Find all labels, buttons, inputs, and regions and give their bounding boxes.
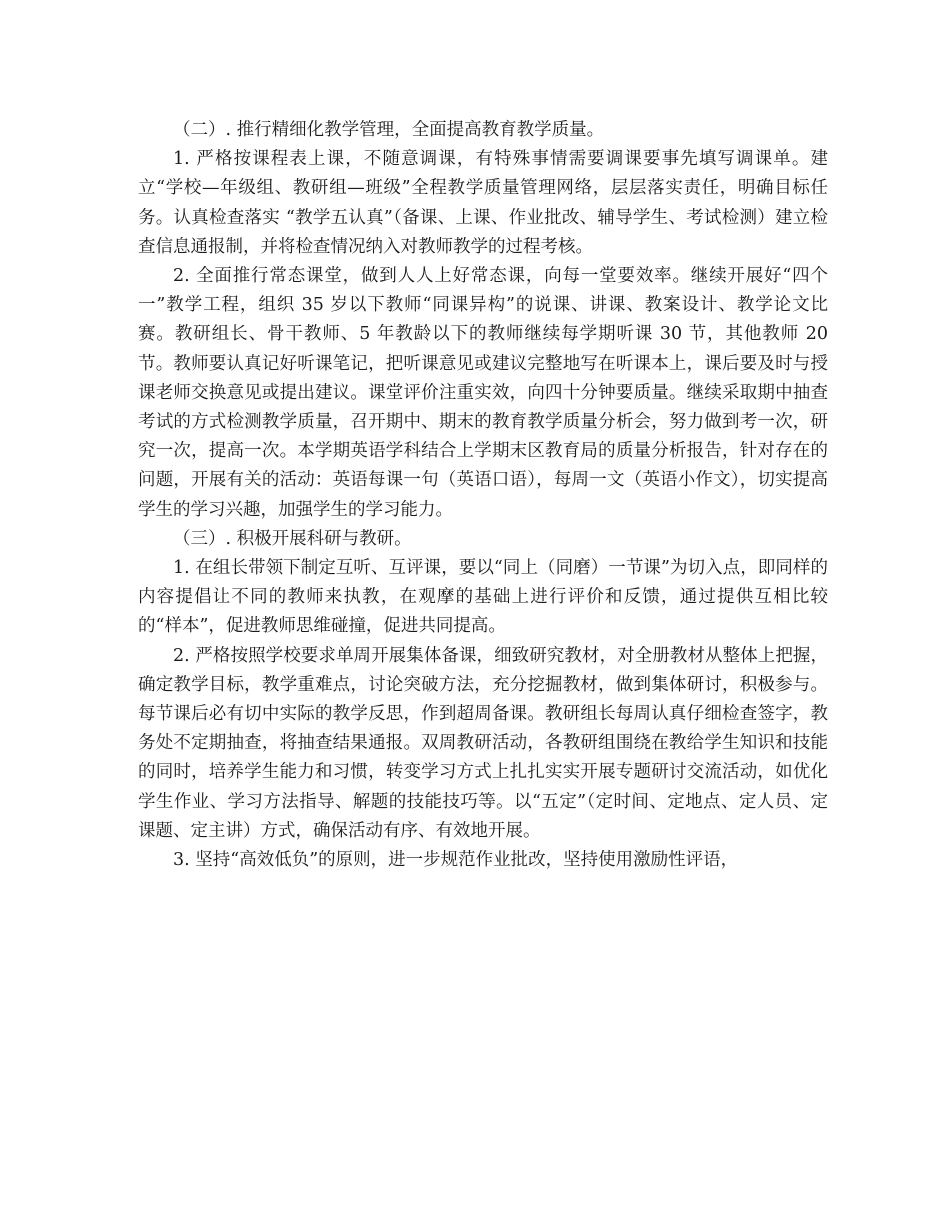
section-heading-2: （二）. 推行精细化教学管理，全面提高教育教学质量。 xyxy=(173,120,605,140)
paragraph-3-2: 2. 严格按照学校要求单周开展集体备课，细致研究教材，对全册教材从整体上把握，确定教学目标，教学重难点，讨论突破方法，充分挖掘教材，做到集体研讨，积极参与。每节课后必有切中实际的教学反思，作到超周备课。教研组长每周认真仔细检查签字，教务处不定期抽查，将抽查结果通报。双周教研活动，各教研组围绕在教给学生知识和技能的同时，培养学生能力和习惯，转变学习方式上扎扎实实开展专题研讨交流活动，如优化学生作业、学习方法指导、解题的技能技巧等。以“五定”（定时间、定地点、定人员、定课题、定主讲）方式，确保活动有序、有效地开展。 xyxy=(138,645,828,841)
paragraph-3-1: 1. 在组长带领下制定互听、互评课，要以“同上（同磨）一节课”为切入点，即同样的内容提倡让不同的教师来执教，在观摩的基础上进行评价和反馈，通过提供互相比较的“样本”，促进教师思维碰撞，促进共同提高。 xyxy=(138,558,828,637)
paragraph-3-3: 3. 坚持“高效低负”的原则，进一步规范作业批改，坚持使用激励性评语， xyxy=(173,850,739,871)
section-heading-3: （三）. 积极开展科研与教研。 xyxy=(173,528,412,549)
paragraph-2-1: 1. 严格按课程表上课，不随意调课，有特殊事情需要调课要事先填写调课单。建立“学校—年级组、教研组—班级”全程教学质量管理网络，层层落实责任，明确目标任务。认真检查落实 “教学五认真”（备课、上课、作业批改、辅导学生、考试检测）建立检查信息通报制，并将检查情况纳入对教师教学的过程考核。 xyxy=(138,149,828,257)
document-body xyxy=(138,116,828,875)
paragraph-2-2: 2. 全面推行常态课堂，做到人人上好常态课，向每一堂要效率。继续开展好“四个一”教学工程，组织 35 岁以下教师“同课异构”的说课、讲课、教案设计、教学论文比赛。教研组长、骨干教师、5 年教龄以下的教师继续每学期听课 30 节，其他教师 20 节。教师要认真记好听课笔记，把听课意见或建议完整地写在听课本上，课后要及时与授课老师交换意见或提出建议。课堂评价注重实效，向四十分钟要质量。继续采取期中抽查考试的方式检测教学质量，召开期中、期末的教育教学质量分析会，努力做到考一次，研究一次，提高一次。本学期英语学科结合上学期末区教育局的质量分析报告，针对存在的问题，开展有关的活动：英语每课一句（英语口语），每周一文（英语小作文），切实提高学生的学习兴趣，加强学生的学习能力。 xyxy=(138,266,828,520)
